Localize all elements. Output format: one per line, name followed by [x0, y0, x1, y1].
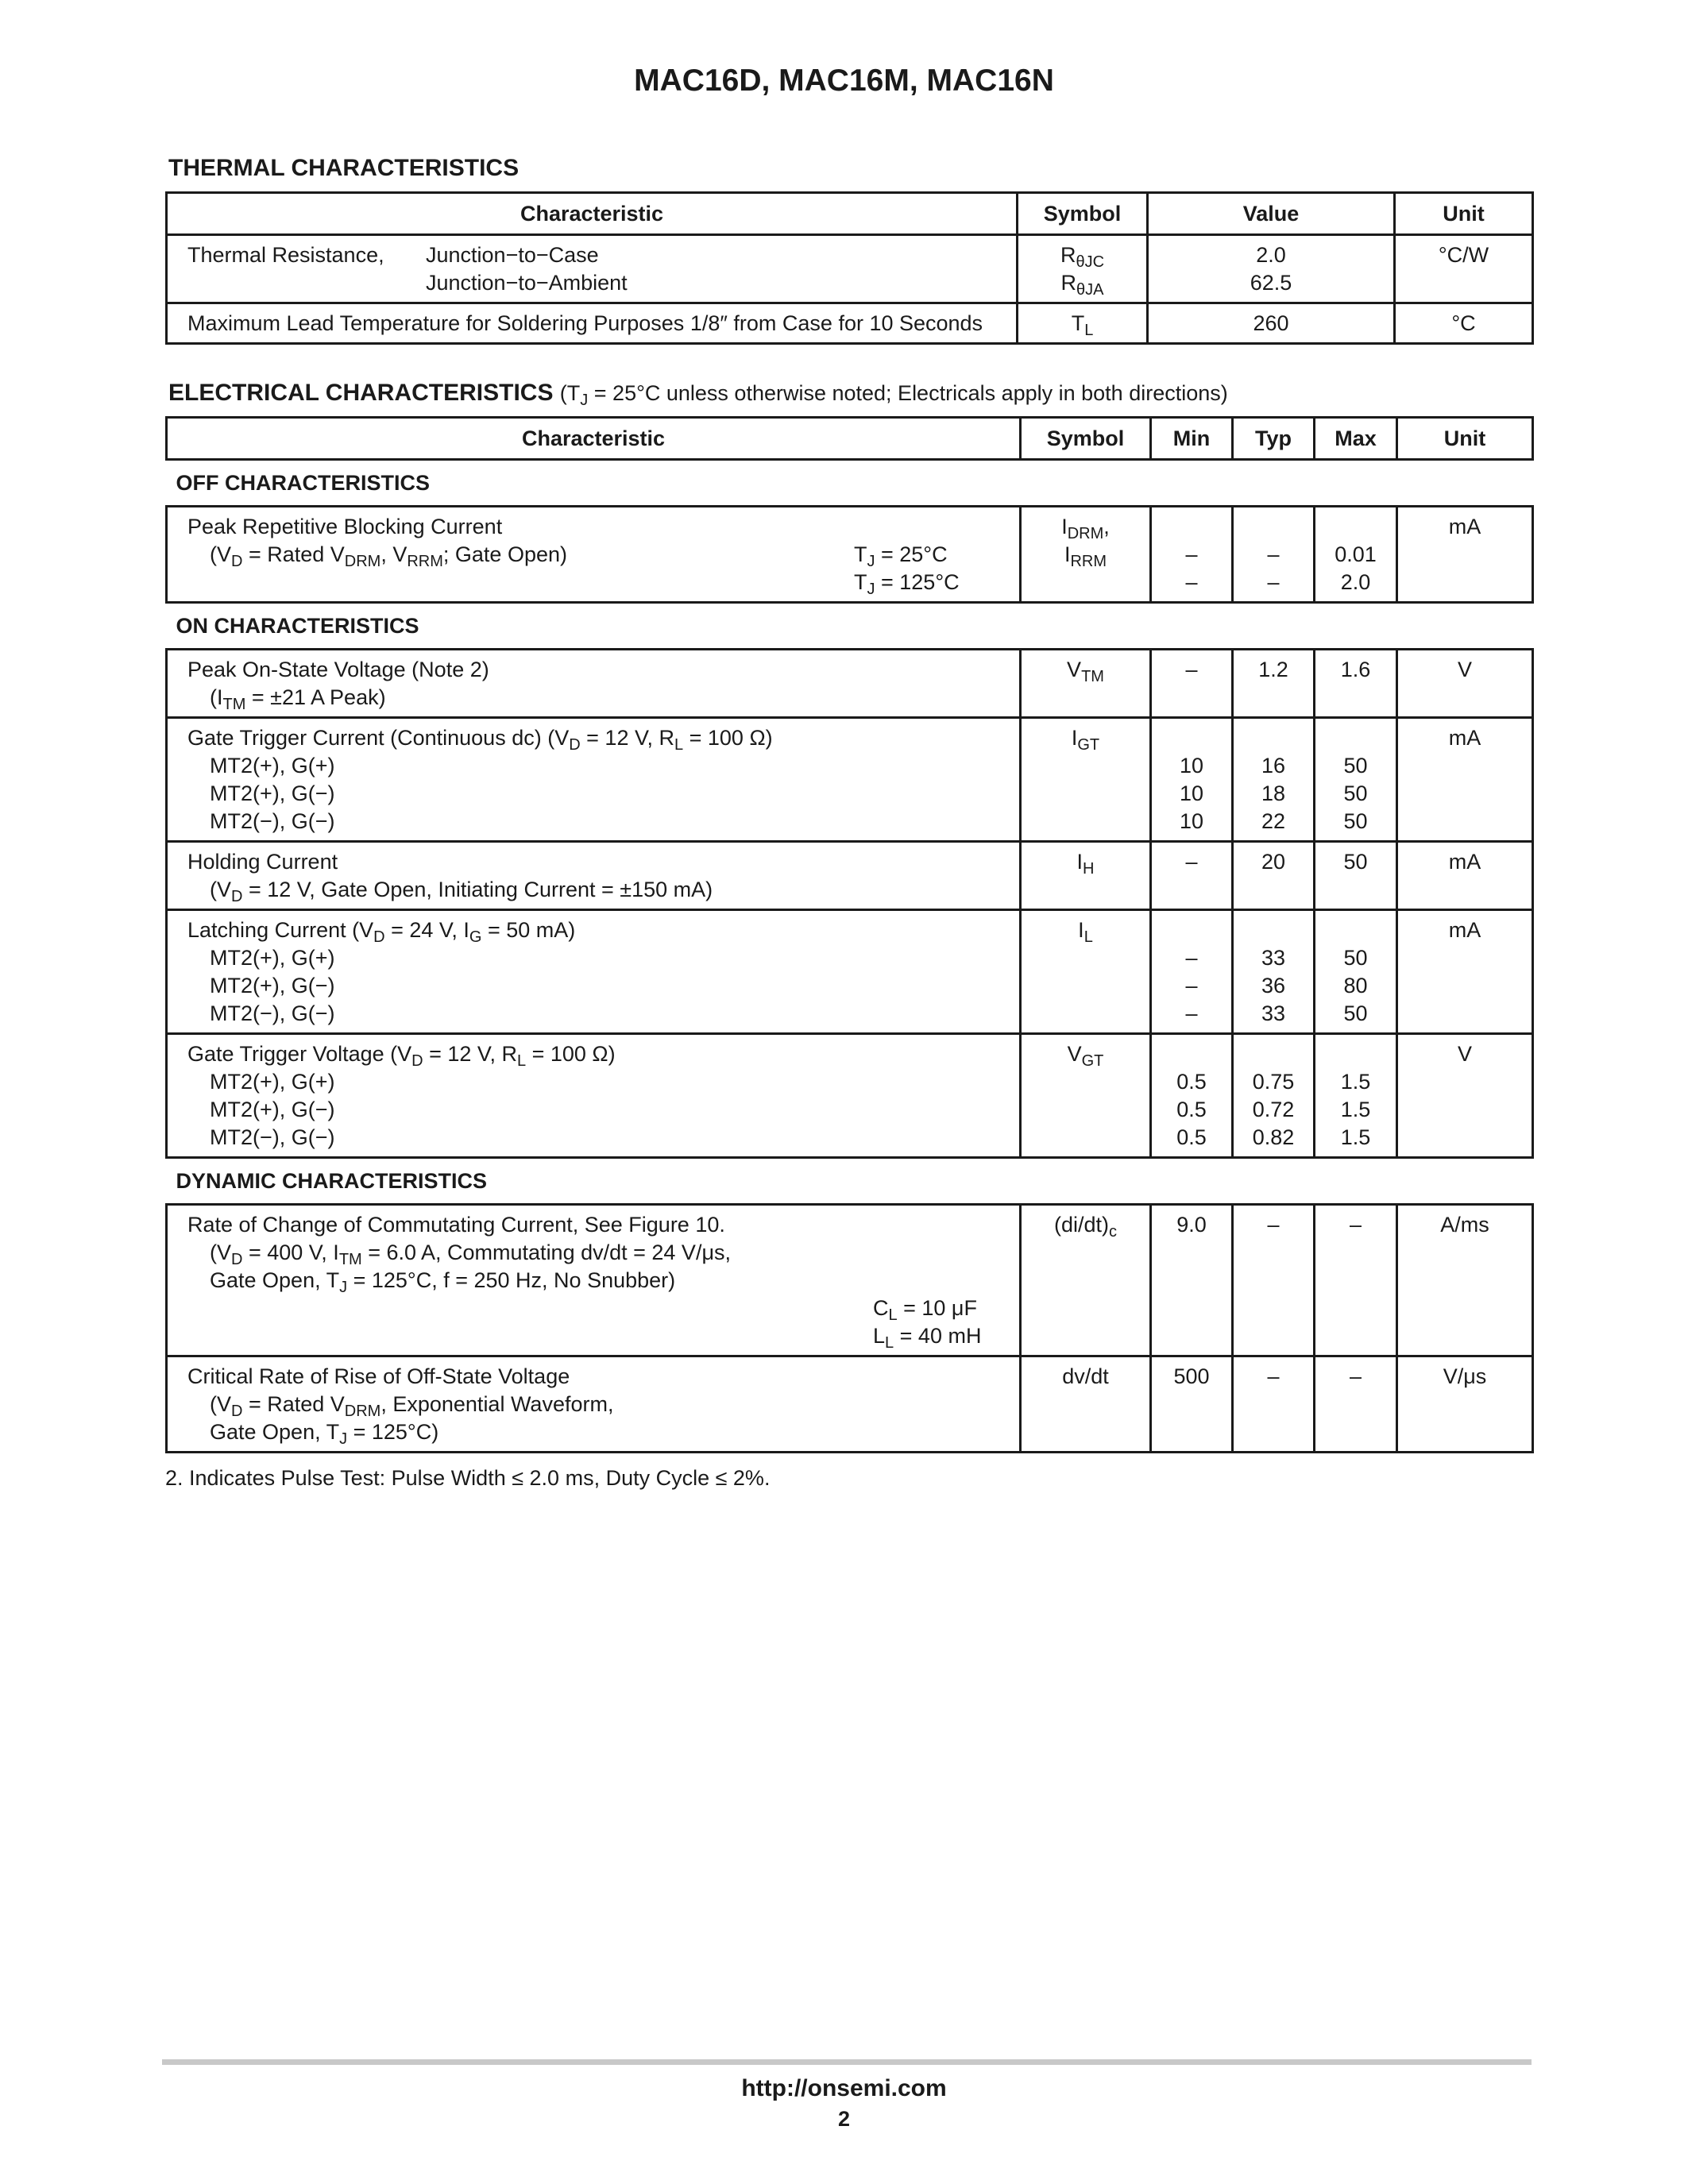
vgt-symbol: $V_{GT}$	[1021, 1034, 1151, 1158]
footer-url-link[interactable]: http://onsemi.com	[741, 2075, 947, 2101]
vtm-min: –	[1151, 650, 1233, 718]
on-characteristics-heading: ON CHARACTERISTICS	[176, 613, 419, 638]
electrical-section-title: ELECTRICAL CHARACTERISTICS ($T_J = 25^\circ C$ unless otherwise noted; Electricals apply in both directions)	[168, 380, 1228, 409]
il-max: 50 80 50	[1315, 910, 1397, 1034]
vtm-characteristic: Peak On-State Voltage (Note 2) ($I_{TM} = \pm 21$ A Peak)	[167, 650, 1021, 718]
electrical-section-note: ($T_J = 25^\circ C$ unless otherwise noted; Electricals apply in both directions)	[559, 381, 1228, 409]
prbc-characteristic: Peak Repetitive Blocking Current ($V_D$ = Rated $V_{DRM}$, $V_{RRM}$; Gate Open) $T_J = 25^\circ C$ $T_J = 125^\circ C$	[167, 507, 1021, 603]
didt-symbol: $(di/dt)_c$	[1021, 1205, 1151, 1356]
footnote: 2. Indicates Pulse Test: Pulse Width ≤ 2.0 ms, Duty Cycle ≤ 2%.	[165, 1466, 771, 1490]
ih-symbol: $I_H$	[1021, 842, 1151, 910]
ih-unit: mA	[1397, 842, 1533, 910]
col-characteristic: Characteristic	[167, 193, 1018, 235]
igt-symbol: $I_{GT}$	[1021, 718, 1151, 842]
ih-max: 50	[1315, 842, 1397, 910]
il-typ: 33 36 33	[1233, 910, 1315, 1034]
footer-divider	[162, 2059, 1532, 2065]
vtm-max: 1.6	[1315, 650, 1397, 718]
thermal-resistance-symbol: $R_{\theta JC}$ $R_{\theta JA}$	[1018, 235, 1148, 303]
electrical-header-row	[167, 418, 1533, 460]
electrical-table	[165, 416, 1534, 1453]
dvdt-characteristic: Critical Rate of Rise of Off-State Voltage ($V_D$ = Rated $V_{DRM}$, Exponential Waveform, Gate Open, $T_J = 125^\circ C$)	[167, 1356, 1021, 1453]
thermal-section-title: THERMAL CHARACTERISTICS	[168, 155, 520, 181]
holding-current-row	[167, 842, 1533, 910]
lead-temperature-label: Maximum Lead Temperature for Soldering Purposes 1/8″ from Case for 10 Seconds	[167, 303, 1018, 344]
igt-unit: mA	[1397, 718, 1533, 842]
didt-min: 9.0	[1151, 1205, 1233, 1356]
off-characteristics-heading: OFF CHARACTERISTICS	[176, 470, 430, 495]
col-unit: Unit	[1397, 418, 1533, 460]
il-unit: mA	[1397, 910, 1533, 1034]
prbc-typ: – –	[1233, 507, 1315, 603]
gate-trigger-current-row	[167, 718, 1533, 842]
prbc-min: – –	[1151, 507, 1233, 603]
col-symbol: Symbol	[1021, 418, 1151, 460]
lead-temperature-value: 260	[1148, 303, 1395, 344]
vgt-typ: 0.75 0.72 0.82	[1233, 1034, 1315, 1158]
igt-typ: 16 18 22	[1233, 718, 1315, 842]
latching-current-row	[167, 910, 1533, 1034]
vtm-symbol: $V_{TM}$	[1021, 650, 1151, 718]
dvdt-unit: V/μs	[1397, 1356, 1533, 1453]
peak-on-state-voltage-row	[167, 650, 1533, 718]
igt-max: 50 50 50	[1315, 718, 1397, 842]
col-typ: Typ	[1233, 418, 1315, 460]
igt-min: 10 10 10	[1151, 718, 1233, 842]
thermal-resistance-value: 2.0 62.5	[1148, 235, 1395, 303]
vgt-unit: V	[1397, 1034, 1533, 1158]
prbc-max: 0.01 2.0	[1315, 507, 1397, 603]
thermal-resistance-unit: °C/W	[1395, 235, 1533, 303]
critical-rate-of-rise-row	[167, 1356, 1533, 1453]
ih-typ: 20	[1233, 842, 1315, 910]
col-unit: Unit	[1395, 193, 1533, 235]
ih-min: –	[1151, 842, 1233, 910]
page-title: MAC16D, MAC16M, MAC16N	[634, 64, 1054, 98]
peak-repetitive-blocking-current-row	[167, 507, 1533, 603]
col-min: Min	[1151, 418, 1233, 460]
lead-temperature-row	[167, 303, 1533, 344]
thermal-resistance-label: Thermal Resistance, Junction−to−Case Junction−to−Ambient	[167, 235, 1018, 303]
dvdt-max: –	[1315, 1356, 1397, 1453]
didt-characteristic: Rate of Change of Commutating Current, See Figure 10. ($V_D = 400$ V, $I_{TM} = 6.0$ A, Commutating dv/dt = 24 V/μs, Gate Open, $T_J = 125^\circ C$, f = 250 Hz, No Snubber) $C_L = 10$ μF $L_L = 40$ mH	[167, 1205, 1021, 1356]
didt-max: –	[1315, 1205, 1397, 1356]
thermal-table	[165, 191, 1534, 345]
didt-typ: –	[1233, 1205, 1315, 1356]
vgt-min: 0.5 0.5 0.5	[1151, 1034, 1233, 1158]
col-characteristic: Characteristic	[167, 418, 1021, 460]
col-max: Max	[1315, 418, 1397, 460]
il-symbol: $I_L$	[1021, 910, 1151, 1034]
dvdt-symbol: dv/dt	[1021, 1356, 1151, 1453]
commutating-current-row	[167, 1205, 1533, 1356]
vgt-characteristic: Gate Trigger Voltage ($V_D = 12$ V, $R_L = 100$ Ω) MT2(+), G(+) MT2(+), G(−) MT2(−), G(−)	[167, 1034, 1021, 1158]
dvdt-min: 500	[1151, 1356, 1233, 1453]
gate-trigger-voltage-row	[167, 1034, 1533, 1158]
col-value: Value	[1148, 193, 1395, 235]
page-number: 2	[837, 2107, 851, 2131]
il-min: – – –	[1151, 910, 1233, 1034]
lead-temperature-symbol: $T_L$	[1018, 303, 1148, 344]
dvdt-typ: –	[1233, 1356, 1315, 1453]
vtm-unit: V	[1397, 650, 1533, 718]
thermal-resistance-row	[167, 235, 1533, 303]
lead-temperature-unit: °C	[1395, 303, 1533, 344]
igt-characteristic: Gate Trigger Current (Continuous dc) ($V_D = 12$ V, $R_L = 100$ Ω) MT2(+), G(+) MT2(+), G(−) MT2(−), G(−)	[167, 718, 1021, 842]
col-symbol: Symbol	[1018, 193, 1148, 235]
didt-unit: A/ms	[1397, 1205, 1533, 1356]
prbc-unit: mA	[1397, 507, 1533, 603]
prbc-symbol: $I_{DRM}$, $I_{RRM}$	[1021, 507, 1151, 603]
ih-characteristic: Holding Current ($V_D = 12$ V, Gate Open, Initiating Current = ±150 mA)	[167, 842, 1021, 910]
vgt-max: 1.5 1.5 1.5	[1315, 1034, 1397, 1158]
thermal-header-row	[167, 193, 1533, 235]
dynamic-characteristics-heading: DYNAMIC CHARACTERISTICS	[176, 1168, 487, 1193]
vtm-typ: 1.2	[1233, 650, 1315, 718]
il-characteristic: Latching Current ($V_D = 24$ V, $I_G = 50$ mA) MT2(+), G(+) MT2(+), G(−) MT2(−), G(−)	[167, 910, 1021, 1034]
